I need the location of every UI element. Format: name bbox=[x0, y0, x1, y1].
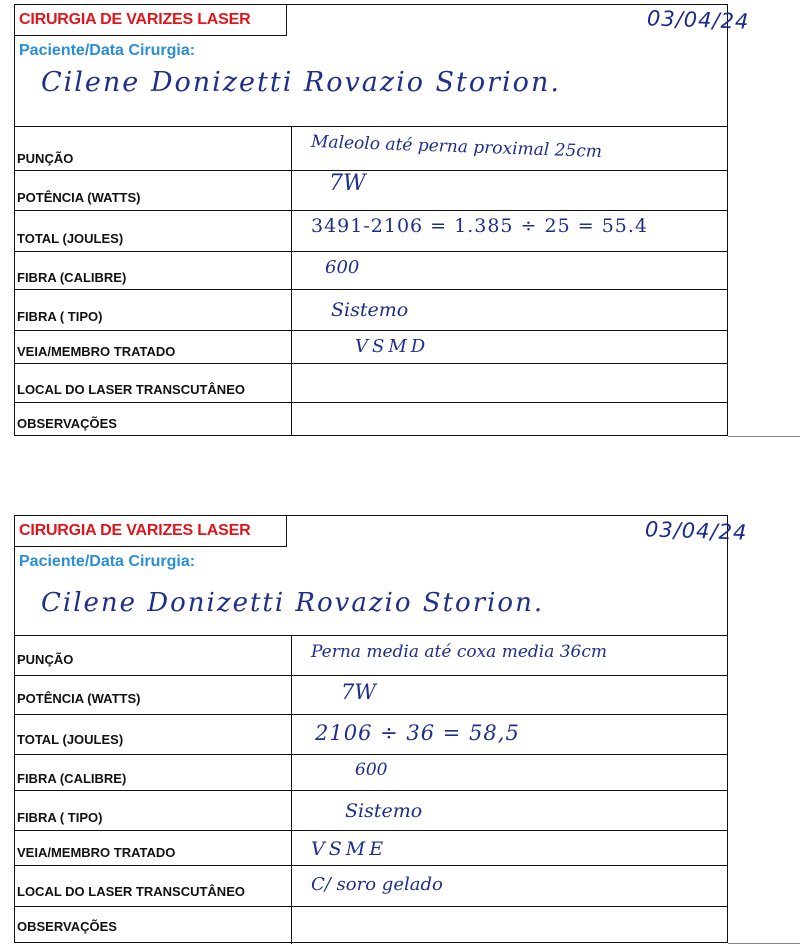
form-title: CIRURGIA DE VARIZES LASER bbox=[19, 11, 251, 28]
patient-name: Cilene Donizetti Rovazio Storion. bbox=[41, 588, 545, 618]
value-potencia: 7W bbox=[329, 171, 366, 196]
row-label-fibra-tipo: FIBRA ( TIPO) bbox=[17, 810, 103, 825]
patient-label: Paciente/Data Cirurgia: bbox=[19, 42, 196, 59]
value-veia: VSME bbox=[311, 838, 388, 860]
laser-form-1 bbox=[14, 4, 750, 436]
row-label-veia: VEIA/MEMBRO TRATADO bbox=[17, 344, 176, 359]
row-label-fibra-tipo: FIBRA ( TIPO) bbox=[17, 309, 103, 324]
value-fibra-tipo: Sistemo bbox=[331, 299, 409, 321]
value-fibra-tipo: Sistemo bbox=[345, 800, 423, 822]
form-title: CIRURGIA DE VARIZES LASER bbox=[19, 522, 251, 539]
row-label-fibra-calibre: FIBRA (CALIBRE) bbox=[17, 270, 127, 285]
row-label-veia: VEIA/MEMBRO TRATADO bbox=[17, 845, 176, 860]
row-label-puncao: PUNÇÃO bbox=[17, 652, 74, 667]
value-potencia: 7W bbox=[341, 680, 376, 704]
row-label-potencia: POTÊNCIA (WATTS) bbox=[17, 691, 141, 706]
row-label-local-laser: LOCAL DO LASER TRANSCUTÂNEO bbox=[17, 884, 245, 899]
row-label-total: TOTAL (JOULES) bbox=[17, 231, 124, 246]
value-veia: VSMD bbox=[355, 336, 430, 357]
row-label-total: TOTAL (JOULES) bbox=[17, 732, 124, 747]
value-puncao: Perna media até coxa media 36cm bbox=[311, 642, 608, 662]
patient-name: Cilene Donizetti Rovazio Storion. bbox=[41, 67, 561, 98]
row-label-local-laser: LOCAL DO LASER TRANSCUTÂNEO bbox=[17, 382, 245, 397]
row-label-potencia: POTÊNCIA (WATTS) bbox=[17, 190, 141, 205]
value-local-laser: C/ soro gelado bbox=[311, 874, 443, 895]
value-total: 3491-2106 = 1.385 ÷ 25 = 55.4 bbox=[311, 215, 648, 237]
row-label-puncao: PUNÇÃO bbox=[17, 151, 74, 166]
row-label-observacoes: OBSERVAÇÕES bbox=[17, 919, 117, 934]
value-puncao: Maleolo até perna proximal 25cm bbox=[310, 131, 603, 163]
row-label-fibra-calibre: FIBRA (CALIBRE) bbox=[17, 771, 127, 786]
row-label-observacoes: OBSERVAÇÕES bbox=[17, 416, 117, 431]
laser-form-2 bbox=[14, 515, 748, 943]
form-title-box bbox=[15, 5, 287, 36]
value-total: 2106 ÷ 36 = 58,5 bbox=[315, 721, 520, 745]
form-date: 03/04/24 bbox=[646, 6, 750, 34]
value-fibra-calibre: 600 bbox=[355, 760, 388, 780]
patient-label: Paciente/Data Cirurgia: bbox=[19, 553, 196, 570]
form-date: 03/04/24 bbox=[644, 517, 748, 545]
form-title-box bbox=[15, 516, 287, 547]
value-fibra-calibre: 600 bbox=[325, 257, 360, 278]
